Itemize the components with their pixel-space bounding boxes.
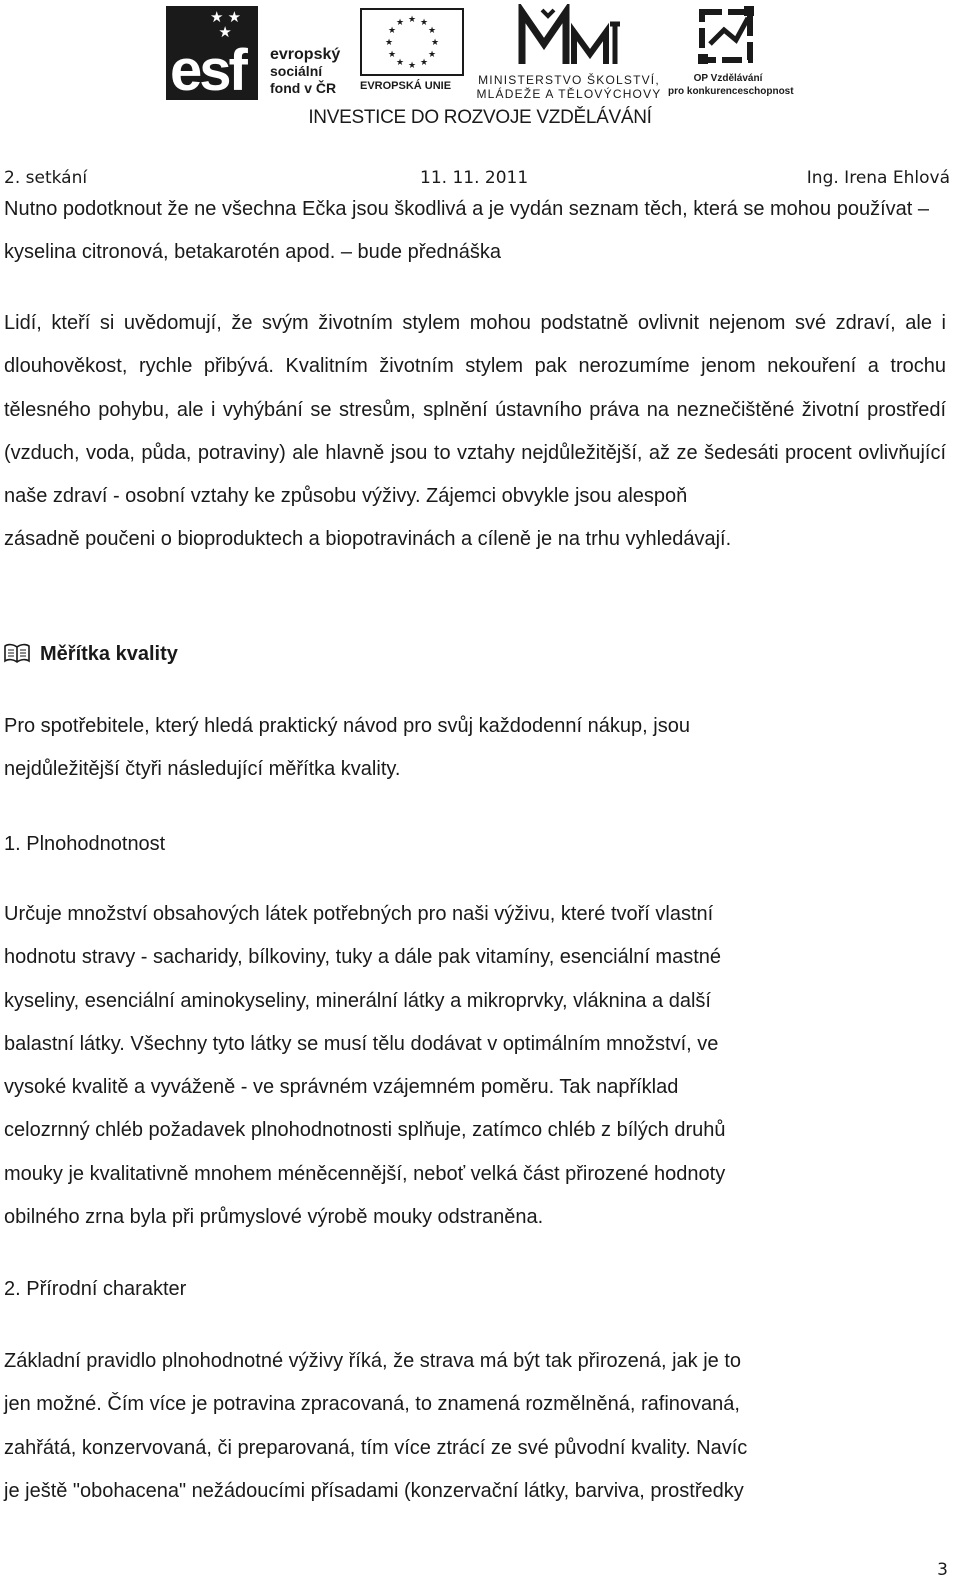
opvk-mark-icon (696, 4, 760, 66)
paragraph-consumer-line: Pro spotřebitele, který hledá praktický návod pro svůj každodenní nákup, jsou (4, 715, 690, 737)
esf-line1: evropský (270, 46, 341, 63)
slogan: INVESTICE DO ROZVOJE VZDĚLÁVÁNÍ (308, 107, 652, 128)
paragraph-natural-line: je ještě "obohacena" nežádoucími přísadami (konzervační látky, barviva, prostředky (4, 1479, 744, 1502)
paragraph-completeness-line: obilného zrna byla při průmyslové výrobě mouky odstraněna. (4, 1206, 544, 1229)
paragraph-completeness (4, 893, 946, 1239)
opvk-line1: OP Vzdělávání (693, 73, 763, 84)
eu-logo (360, 8, 466, 96)
star-icon: ★ ★ ★ (210, 9, 242, 41)
header-author: Ing. Irena Ehlová (806, 168, 950, 188)
section-heading-text: Měřítka kvality (40, 643, 178, 665)
msmt-line1: MINISTERSTVO ŠKOLSTVÍ, (478, 73, 660, 87)
svg-text:★: ★ (427, 26, 437, 36)
esf-logo (166, 6, 344, 103)
svg-text:★: ★ (407, 15, 417, 25)
paragraph-completeness-line: kyseliny, esenciální aminokyseliny, minerální látky a mikroprvky, vláknina a další (4, 989, 711, 1012)
paragraph-natural-line: Základní pravidlo plnohodnotné výživy říká, že strava má být tak přirozená, jak je to (4, 1350, 742, 1372)
criterion-2-title: 2. Přírodní charakter (4, 1278, 187, 1300)
section-heading (4, 640, 178, 668)
paragraph-natural-line: zahřátá, konzervovaná, či preparovaná, tím více ztrácí ze své původní kvality. Navíc (4, 1436, 748, 1459)
esf-line2: sociální (270, 63, 323, 79)
criterion-1-title: 1. Plnohodnotnost (4, 833, 166, 855)
paragraph-completeness-line: balastní látky. Všechny tyto látky se musí tělu dodávat v optimálním množství, ve (4, 1032, 719, 1055)
paragraph-consumer-line: nejdůležitější čtyři následující měřítka kvality. (4, 757, 401, 780)
svg-text:★: ★ (430, 38, 440, 48)
paragraph-consumer (4, 705, 946, 790)
paragraph-completeness-line: Určuje množství obsahových látek potřebných pro naši výživu, které tvoří vlastní (4, 903, 714, 925)
header-session: 2. setkání (4, 168, 88, 188)
eu-flag (360, 8, 464, 76)
svg-text:★: ★ (395, 58, 405, 68)
esf-letters: esf (170, 38, 245, 103)
paragraph-completeness-line: vysoké kvalitě a vyváženě - ve správném vzájemném poměru. Tak například (4, 1076, 679, 1099)
svg-text:★: ★ (387, 50, 397, 60)
paragraph-natural-line: jen možné. Čím více je potravina zpracovaná, to znamená rozmělněná, rafinovaná, (4, 1393, 740, 1416)
paragraph-lifestyle-body: Lidí, kteří si uvědomují, že svým životním stylem mohou podstatně ovlivnit nejenom své zdraví, ale i dlouhověkost, rychle přibývá. Kvalitním životním stylem pak nerozumíme jenom nekouření a trochu tělesného pohybu, ale i vyhýbání se stresům, splnění ústavního práva na neznečištěné životní prostředí (vzduch, voda, půda, potraviny) ale hlavně jsou to vztahy nejdůležitější, až ze šedesáti procent ovlivňující naše zdraví - osobní vztahy ke způsobu výživy. Zájemci obvykle jsou alespoň (4, 312, 946, 508)
svg-text:★: ★ (419, 18, 429, 28)
msmt-line2: MLÁDEŽE A TĚLOVÝCHOVY (476, 87, 662, 101)
svg-text:★: ★ (384, 38, 394, 48)
svg-text:★: ★ (427, 50, 437, 60)
paragraph-lifestyle-last-line: zásadně poučeni o bioproduktech a biopotravinách a cíleně je na trhu vyhledávají. (4, 528, 732, 551)
eu-caption: EVROPSKÁ UNIE (360, 80, 452, 92)
opvk-logo (668, 4, 794, 100)
paragraph-additives: Nutno podotknout že ne všechna Ečka jsou škodlivá a je vydán seznam těch, která se mohou používat – kyselina citronová, betakarotén apod. – bude přednáška (4, 198, 929, 264)
paragraph-lifestyle (4, 302, 946, 562)
svg-text:★: ★ (395, 18, 405, 28)
paragraph-natural (4, 1340, 946, 1513)
book-icon (4, 643, 30, 663)
esf-text (270, 46, 350, 97)
logo-banner (0, 0, 960, 140)
header-date: 11. 11. 2011 (420, 168, 529, 188)
paragraph-completeness-line: hodnotu stravy - sacharidy, bílkoviny, tuky a dále pak vitamíny, esenciální mastné (4, 946, 722, 969)
svg-text:★: ★ (419, 58, 429, 68)
paragraph-completeness-line: celozrnný chléb požadavek plnohodnotnosti splňuje, zatímco chléb z bílých druhů (4, 1119, 726, 1142)
paragraph-completeness-line: mouky je kvalitativně mnohem méněcennější, neboť velká část přirozené hodnoty (4, 1162, 726, 1185)
eu-stars-icon (362, 10, 462, 74)
svg-text:★: ★ (387, 26, 397, 36)
esf-line3: fond v ČR (270, 80, 337, 96)
svg-text:★: ★ (407, 61, 417, 71)
page-number: 3 (937, 1560, 948, 1580)
opvk-line2: pro konkurenceschopnost (668, 86, 794, 97)
msmt-mark-icon (514, 4, 624, 68)
msmt-logo (474, 4, 664, 100)
